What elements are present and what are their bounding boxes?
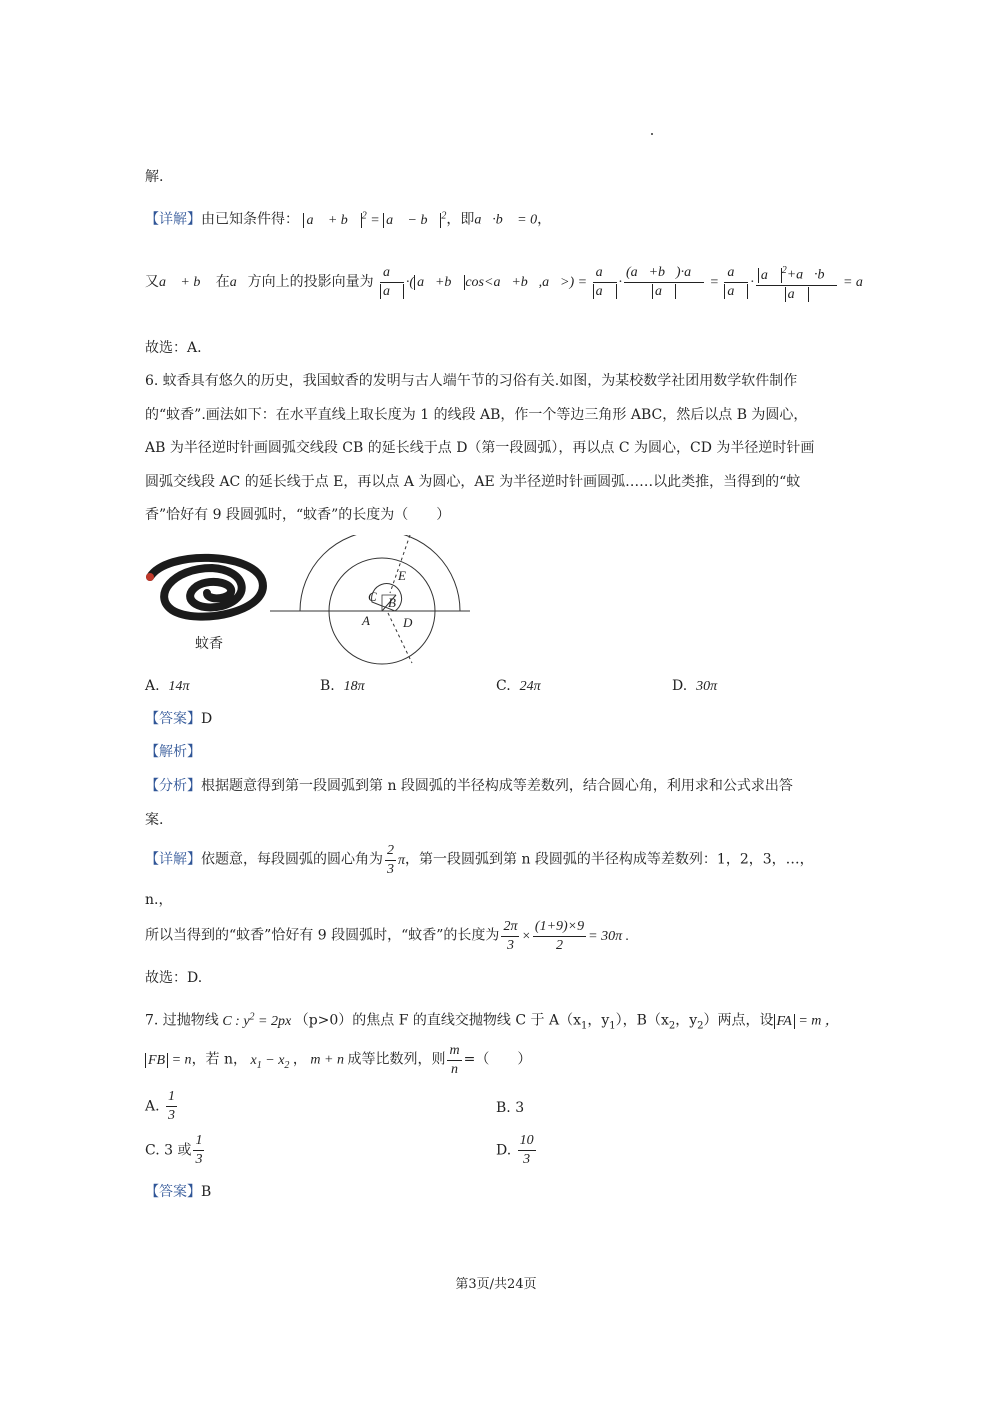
q6-line1: 6. 蚊香具有悠久的历史，我国蚊香的发明与古人端午节的习俗有关.如图，为某校数学社团用数学软件制作	[145, 373, 798, 389]
q6-line2: 的“蚊香”.画法如下：在水平直线上取长度为 1 的线段 AB，作一个等边三角形 ABC，然后以点 B 为圆心，	[145, 407, 808, 423]
label-C: C	[368, 589, 377, 604]
prev-choice: 故选：A.	[145, 340, 202, 356]
q7-line2: FB = n，若 n， $x_1 - x_2$ ， m + n 成等比数列，则 $\frac{m}{n}$ =（ ）	[145, 1042, 531, 1082]
q6-choice: 故选：D.	[145, 970, 203, 986]
formula-norm-eq: a⃗ + b⃗ $^2$ = a⃗ − b⃗ $^2$	[303, 213, 446, 228]
mosquito-coil-caption: 蚊香	[195, 636, 223, 652]
q6-option-a: A. 14π	[145, 678, 190, 694]
formula-angle: $\frac{2}{3}$ π	[387, 843, 406, 877]
coil-diagram	[270, 535, 475, 665]
page-footer: 第3页/共24页	[455, 1277, 537, 1292]
q6-line3: AB 为半径逆时针画圆弧交线段 CB 的延长线于点 D（第一段圆弧），再以点 C 为圆心，CD 为半径逆时针画	[145, 440, 815, 456]
label-B: B	[388, 595, 396, 610]
q6-detail-line1: 【详解】依题意，每段圆弧的圆心角为 $\frac{2}{3}$ π，第一段圆弧到第 n 段圆弧的半径构成等差数列：1，2，3，…，	[145, 843, 814, 877]
q6-line5: 香”恰好有 9 段圆弧时，“蚊香”的长度为（ ）	[145, 507, 451, 523]
mosquito-coil-image	[142, 550, 272, 640]
prev-detail-line: 【详解】由已知条件得： a⃗ + b⃗ $^2$ = a⃗ − b⃗ $^2$，即a⃗·b⃗ = 0，	[145, 210, 552, 228]
formula-dot-zero: a⃗·b⃗ = 0	[474, 212, 538, 228]
projection-text: 方向上的投影向量为	[247, 274, 374, 291]
q6-analysis-tag: 【解析】	[145, 744, 201, 760]
q7-option-c: C. 3 或 $\frac{1}{3}$	[145, 1133, 203, 1167]
prev-projection-line: 又a⃗ + b⃗ 在a⃗方向上的投影向量为 $\frac{a⃗}{a⃗}$ ·( a⃗+b⃗ cos<a⃗+b⃗,a⃗>) = $\frac{a⃗}{a⃗}$ · $\frac{(a⃗+b⃗)\cdot a⃗}{a⃗}$ = $\frac{a⃗}{a⃗}$ · $\frac{a⃗ ^2+a⃗\cdot b⃗}{a⃗}$ = a⃗ ，	[145, 262, 888, 312]
q6-fenxi-line1: 【分析】根据题意得到第一段圆弧到第 n 段圆弧的半径构成等差数列，结合圆心角，利用求和公式求出答	[145, 778, 793, 794]
page-dot	[651, 133, 653, 135]
formula-length: $\frac{2\pi}{3}$ × $\frac{(1+9)\times 9}{2}$ = 30π .	[503, 919, 630, 953]
formula-parabola: C : $y^2 = 2px$	[218, 1011, 295, 1029]
q7-line1: 7. 过抛物线 C : $y^2 = 2px$ （p>0）的焦点 F 的直线交抛物线 C 于 $A(x_1$，$y_1$），$B(x_2$，$y_2$）两点，设 FA = m ，	[145, 1011, 839, 1032]
q6-detail-line3: 所以当得到的“蚊香”恰好有 9 段圆弧时，“蚊香”的长度为 $\frac{2\pi}{3}$ × $\frac{(1+9)\times 9}{2}$ = 30π .	[145, 919, 630, 953]
q6-answer: 【答案】D	[145, 711, 213, 727]
q6-option-b: B. 18π	[320, 678, 365, 694]
detail-text: 由已知条件得：	[201, 211, 299, 228]
q6-option-d: D. 30π	[672, 678, 718, 694]
q7-option-d: D. $\frac{10}{3}$	[496, 1133, 534, 1167]
q7-option-b: B. 3	[496, 1100, 525, 1116]
q7-answer: 【答案】B	[145, 1184, 212, 1200]
detail-tag: 【详解】	[145, 211, 201, 228]
formula-projection: $\frac{a⃗}{a⃗}$ ·( a⃗+b⃗ cos<a⃗+b⃗,a⃗>) = $\frac{a⃗}{a⃗}$ · $\frac{(a⃗+b⃗)\cdot a⃗}{a⃗}$ = $\frac{a⃗}{a⃗}$ · $\frac{a⃗ ^2+a⃗\cdot b⃗}{a⃗}$ = a⃗ ，	[378, 275, 888, 290]
q6-fenxi-line2: 案.	[145, 812, 164, 828]
prev-tail: 解.	[145, 169, 164, 185]
q6-option-c: C. 24π	[496, 678, 541, 694]
detail-mid: ，即	[446, 211, 475, 228]
q6-detail-line2: n.，	[145, 892, 173, 908]
q7-option-a: A. $\frac{1}{3}$	[145, 1089, 176, 1123]
q6-line4: 圆弧交线段 AC 的延长线于点 E，再以点 A 为圆心，AE 为半径逆时针画圆弧……以此类推，当得到的“蚊	[145, 474, 801, 490]
label-E: E	[398, 568, 406, 583]
label-D: D	[403, 615, 413, 630]
label-A: A	[362, 613, 370, 628]
